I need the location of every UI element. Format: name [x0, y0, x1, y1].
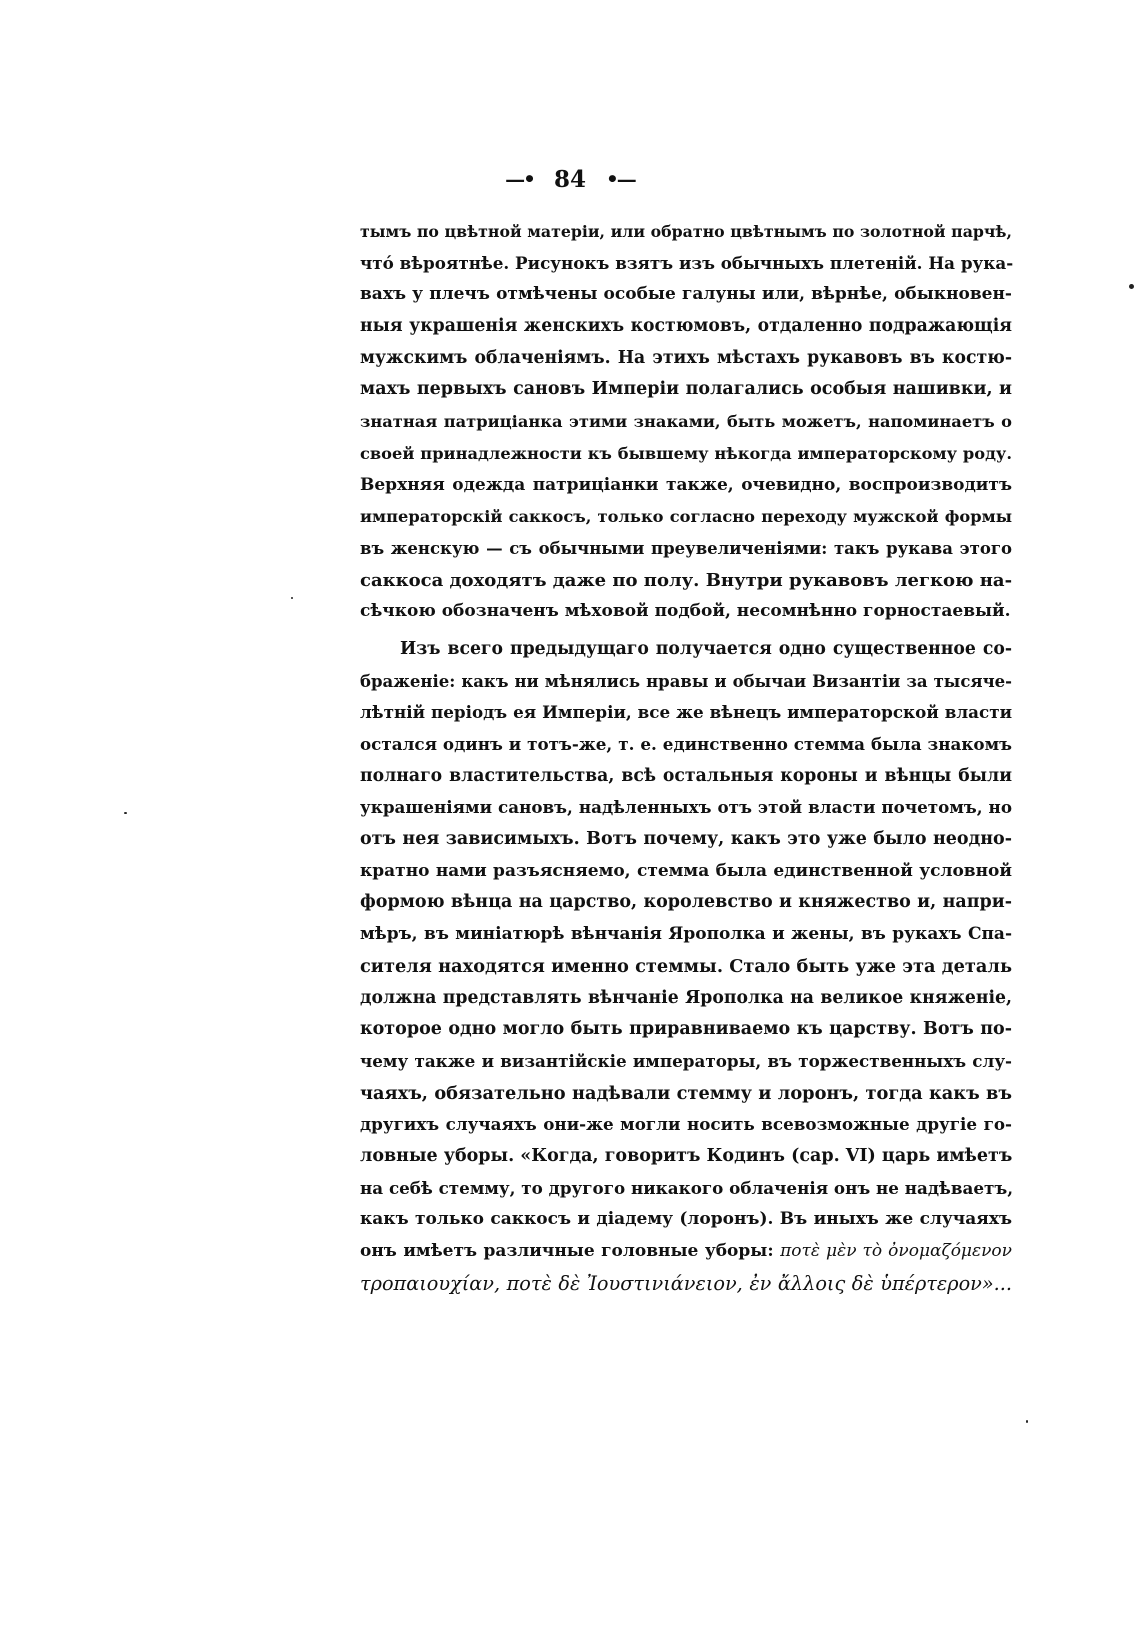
text-line: ловные уборы. «Когда, говоритъ Кодинъ (сар. VI) царь имѣетъ	[360, 1145, 1013, 1166]
text-line: должна представлять вѣнчаніе Ярополка на великое княженіе,	[360, 987, 1012, 1008]
text-line: мѣръ, въ миніатюрѣ вѣнчанія Ярополка и жены, въ рукахъ Спа-	[360, 924, 1012, 945]
greek-quote: ποτὲ μὲν τὸ ὀνομαζόμενον	[780, 1241, 1013, 1261]
text-line: тымъ по цвѣтной матеріи, или обратно цвѣтнымъ по золотной парчѣ,	[360, 222, 1012, 241]
text-line: мужскимъ облаченіямъ. На этихъ мѣстахъ рукавовъ въ костю-	[360, 347, 1012, 368]
text-line: на себѣ стемму, то другого никакого облаченія онъ не надѣваетъ,	[360, 1177, 1014, 1198]
text-line: чему также и византійскіе императоры, въ торжественныхъ слу-	[360, 1050, 1012, 1071]
text-line-with-greek	[360, 1236, 1012, 1268]
greek-quote-line: τροπαιουχίαν, ποτὲ δὲ Ἰουστινιάνειον, ἐν ἄλλοις δὲ ὑπέρτερον»...	[360, 1271, 1012, 1295]
text-line: Верхняя одежда патриціанки также, очевидно, воспроизводитъ	[360, 474, 1012, 495]
text-line: чаяхъ, обязательно надѣвали стемму и лоронъ, тогда какъ въ	[360, 1082, 1012, 1104]
text-line: украшеніями сановъ, надѣленныхъ отъ этой власти почетомъ, но	[360, 797, 1012, 818]
text-line: махъ первыхъ сановъ Имперіи полагались особыя нашивки, и	[360, 379, 1012, 400]
text-line: вахъ у плечъ отмѣчены особые галуны или, вѣрнѣе, обыкновен-	[360, 284, 1012, 305]
text-line: какъ только саккосъ и діадему (лоронъ). Въ иныхъ же случаяхъ	[360, 1209, 1012, 1230]
scan-speck	[1129, 284, 1134, 289]
text-line: въ женскую — съ обычными преувеличеніями: такъ рукава этого	[360, 538, 1012, 558]
text-line: сѣчкою обозначенъ мѣховой подбой, несомнѣнно горностаевый.	[360, 601, 1011, 622]
text-line: знатная патриціанка этими знаками, быть можетъ, напоминаетъ о	[360, 412, 1012, 432]
scan-speck	[124, 812, 127, 814]
text-line: браженіе: какъ ни мѣнялись нравы и обычаи Византіи за тысяче-	[360, 671, 1012, 691]
left-ornament: —•	[505, 167, 534, 191]
text-line: Изъ всего предыдущаго получается одно существенное со-	[400, 638, 1012, 659]
text-line: остался одинъ и тотъ-же, т. е. единственно стемма была знакомъ	[360, 734, 1012, 754]
text-line: саккоса доходятъ даже по полу. Внутри рукавовъ легкою на-	[360, 569, 1013, 591]
text-line: полнаго властительства, всѣ остальныя короны и вѣнцы были	[360, 765, 1012, 786]
paragraph-1	[360, 216, 1012, 628]
text-line: другихъ случаяхъ они-же могли носить всевозможные другіе го-	[360, 1114, 1012, 1135]
text-line: которое одно могло быть приравниваемо къ царству. Вотъ по-	[360, 1019, 1012, 1040]
text-line: кратно нами разъясняемо, стемма была единственной условной	[360, 860, 1012, 881]
text-line: своей принадлежности къ бывшему нѣкогда императорскому роду.	[360, 443, 1012, 463]
text-line: императорскій саккосъ, только согласно переходу мужской формы	[360, 507, 1012, 527]
scan-speck	[291, 597, 293, 599]
paragraph-2	[360, 634, 1012, 1299]
text-line: отъ нея зависимыхъ. Вотъ почему, какъ это уже было неодно-	[360, 829, 1012, 850]
text-line: лѣтній періодъ ея Имперіи, все же вѣнецъ императорской власти	[360, 702, 1012, 723]
body-text	[360, 216, 1012, 1299]
page-number: 84	[553, 166, 586, 193]
right-ornament: •—	[606, 167, 635, 191]
scan-speck	[1026, 1420, 1028, 1423]
page-header	[0, 164, 1140, 195]
text-fragment: онъ имѣетъ различные головные уборы:	[360, 1241, 774, 1261]
text-line: чтó вѣроятнѣе. Рисунокъ взятъ изъ обычныхъ плетеній. На рука-	[360, 252, 1014, 273]
text-line: сителя находятся именно стеммы. Стало быть уже эта деталь	[360, 955, 1012, 977]
text-line: формою вѣнца на царство, королевство и княжество и, напри-	[360, 892, 1012, 913]
text-line: ныя украшенія женскихъ костюмовъ, отдаленно подражающія	[360, 316, 1012, 337]
